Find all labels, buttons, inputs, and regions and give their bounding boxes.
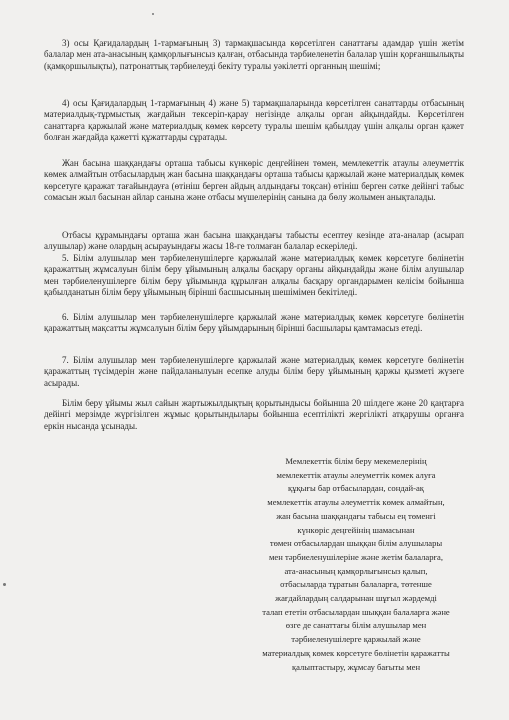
appendix-line: құқығы бар отбасылардан, сондай-ақ	[288, 483, 424, 494]
paragraph-subitem-3: 3) осы Қағидалардың 1-тармағының 3) тармақшасында көрсетілген санаттағы адамдар үшін жетім балалар мен ата-анасының қамқорлығынсыз қалған, отбасында тәрбиеленетін балалар үшін қорғаншылықты (қамқоршылықты), патронаттық тәрбиелеуді бекіту туралы уәкілетті органның шешімі;	[44, 38, 464, 71]
appendix-line: күнкөріс деңгейінің шамасынан	[297, 524, 415, 535]
paragraph-subitem-4: 4) осы Қағидалардың 1-тармағының 4) және 5) тармақшаларында көрсетілген санаттарды отбасының материалдық-тұрмыстық жағдайын тексеріп-қарау негізінде алқалы орган айқындайды. Көрсетілген санаттарға қаржылай және материалдық көмек көрсету туралы шешім қабылдау үшін алқалы орган қажет болған жағдайда қажетті құжаттарды сұратады.	[44, 98, 464, 143]
appendix-line: Мемлекеттік білім беру мекемелерінің	[285, 456, 427, 466]
appendix-line: талап ететін отбасылардан шыққан балаларға және	[262, 606, 450, 617]
appendix-line: мемлекеттік атаулы әлеуметтік көмек алмайтын,	[267, 497, 445, 508]
paragraph-family-income: Отбасы құрамындағы орташа жан басына шаққандағы табысты есептеу кезінде ата-аналар (асырап алушылар) және олардың асырауындағы жасы 18-ге толмаған балалар ескеріледі.	[44, 230, 464, 252]
paragraph-reporting: Білім беру ұйымы жыл сайын жартыжылдықтың қорытындысы бойынша 20 шілдеге және 20 қаңтарға дейінгі мерзімде жүргізілген жұмыс қорытындылары бойынша есептілікті жергілікті атқарушы органға еркін нысанда ұсынады.	[44, 398, 464, 431]
appendix-heading	[238, 455, 474, 674]
appendix-line: жан басына шаққандағы табысы ең төменгі	[276, 510, 436, 521]
scan-speck	[152, 13, 154, 15]
appendix-line: отбасыларда тұратын балаларға, төтенше	[280, 579, 432, 590]
appendix-line: өзге де санаттағы білім алушылар мен	[285, 620, 427, 631]
appendix-line: жағдайлардың салдарынан шұғыл жәрдемді	[275, 593, 437, 604]
paragraph-item-6: 6. Білім алушылар мен тәрбиеленушілерге қаржылай және материалдық көмек көрсетуге бөлінетін қаражаттың мақсатты жұмсалуын білім беру ұйымдарының бірінші басшылары қамтамасыз етеді.	[44, 312, 464, 334]
paragraph-item-5: 5. Білім алушылар мен тәрбиеленушілерге қаржылай және материалдық көмек көрсетуге бөлінетін қаражаттың жұмсалуын білім беру ұйымының алқалы басқару органы айқындайды және білім алушылар мен тәрбиеленушілерге білім беру ұйымында құрылған алқалы басқару органдарымен келісім бойынша қабылданатын білім беру ұйымының бірінші басшысының шешімімен бекітіледі.	[44, 253, 464, 298]
appendix-line: мемлекеттік атаулы әлеуметтік көмек алуға	[276, 469, 436, 480]
appendix-line: қалыптастыру, жұмсау бағыты мен	[291, 661, 421, 672]
scan-speck	[3, 583, 6, 586]
paragraph-income-calculation: Жан басына шаққандағы орташа табысы күнкөріс деңгейінен төмен, мемлекеттік атаулы әлеуметтік көмек алмайтын отбасылардың жан басына шаққандағы орташа табысы қаржылай және материалдық көмек көрсетуге қаражат тағайындауға (өтініш берген айдың алдындағы тоқсан) өтініш берген сәтке дейінгі табыс сомасын жыл басынан айлар санына және отбасы мүшелерінің санына да бөлу жолымен анықталады.	[44, 158, 464, 203]
appendix-line: тәрбиеленушілерге қаржылай және	[291, 634, 421, 645]
appendix-line: материалдық көмек көрсетуге бөлінетін қаражатты	[262, 647, 450, 658]
paragraph-item-7: 7. Білім алушылар мен тәрбиеленушілерге қаржылай және материалдық көмек көрсетуге бөлінетін қаражаттың түсімдерін және пайдаланылуын есепке алуды білім беру ұйымының қаржы қызметі жүзеге асырады.	[44, 355, 464, 388]
appendix-line: төмен отбасылардан шыққан білім алушылары	[269, 538, 443, 549]
appendix-line: ата-анасының қамқорлығынсыз қалып,	[284, 565, 428, 576]
appendix-line: мен тәрбиеленушілеріне және жетім балаларға,	[268, 551, 443, 562]
